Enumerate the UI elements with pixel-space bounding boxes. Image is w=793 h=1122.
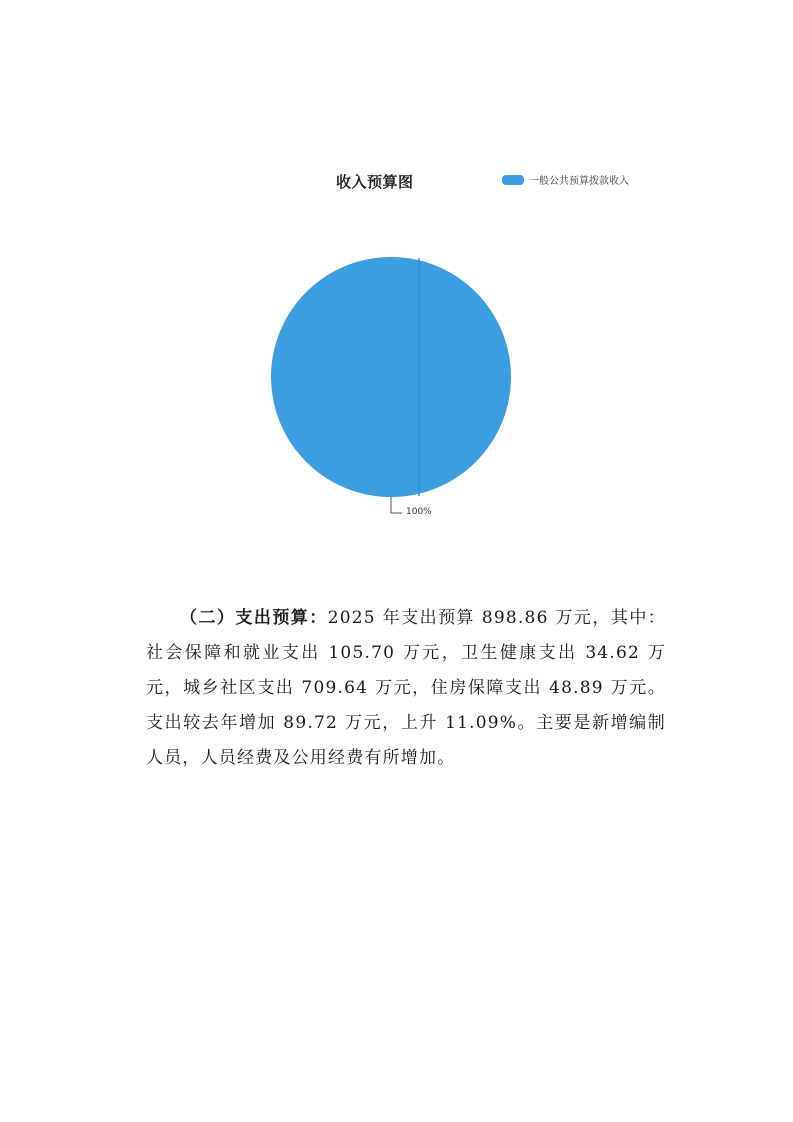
section-body: 2025 年支出预算 898.86 万元，其中：社会保障和就业支出 105.70 万元，卫生健康支出 34.62 万元，城乡社区支出 709.64 万元，住房保障支出 48.89 万元。支出较去年增加 89.72 万元，上升 11.09%。主要是新增编制人员，人员经费及公用经费有所增加。 (146, 608, 666, 768)
chart-title: 收入预算图 (336, 173, 414, 191)
section-heading: （二）支出预算： (180, 608, 328, 628)
pie-leader-line (391, 497, 402, 513)
pie-data-label: 100% (406, 507, 432, 517)
income-budget-chart (0, 0, 793, 540)
pie-slice-general-budget (271, 257, 511, 497)
legend-label: 一般公共预算拨款收入 (529, 176, 629, 187)
expenditure-budget-paragraph (146, 601, 666, 776)
pie-chart-svg (0, 0, 793, 540)
